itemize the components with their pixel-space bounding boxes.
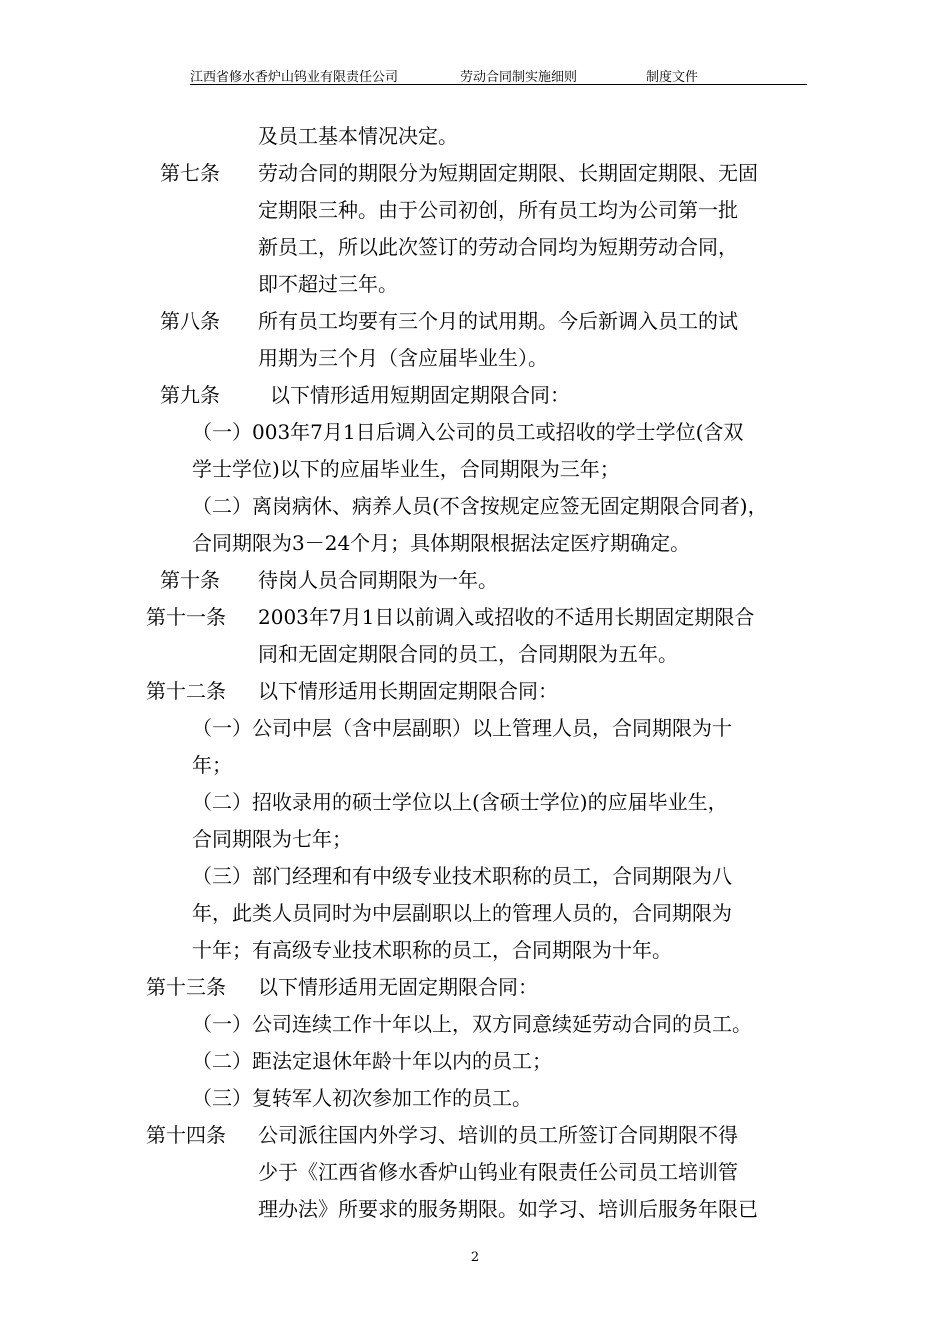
clause-line: （二）距法定退休年龄十年以内的员工；: [192, 1049, 552, 1073]
text-line: 合同期限为七年；: [192, 827, 352, 851]
text-line: 年，此类人员同时为中层副职以上的管理人员的，合同期限为: [192, 901, 732, 925]
text-line: 少于《江西省修水香炉山钨业有限责任公司员工培训管: [258, 1160, 738, 1184]
clause-line: （一）003年7月1日后调入公司的员工或招收的学士学位(含双: [192, 420, 744, 444]
text-line: 定期限三种。由于公司初创，所有员工均为公司第一批: [258, 198, 738, 222]
page-number: 2: [470, 1250, 480, 1265]
header-doc-title: 劳动合同制实施细则: [460, 70, 578, 85]
clause-line: （二）招收录用的硕士学位以上(含硕士学位)的应届毕业生，: [192, 790, 728, 814]
text-line: 劳动合同的期限分为短期固定期限、长期固定期限、无固: [258, 161, 758, 185]
header-company: 江西省修水香炉山钨业有限责任公司: [190, 70, 399, 85]
article-label: 第八条: [160, 309, 220, 333]
text-line: 同和无固定期限合同的员工，合同期限为五年。: [258, 642, 678, 666]
page-header: [190, 66, 807, 85]
text-line: 公司派往国内外学习、培训的员工所签订合同期限不得: [258, 1123, 738, 1147]
text-line: 理办法》所要求的服务期限。如学习、培训后服务年限已: [258, 1197, 758, 1221]
clause-line: （一）公司中层（含中层副职）以上管理人员，合同期限为十: [192, 716, 732, 740]
clause-line: （三）复转军人初次参加工作的员工。: [192, 1086, 532, 1110]
clause-line: （三）部门经理和有中级专业技术职称的员工，合同期限为八: [192, 864, 732, 888]
text-line: 2003年7月1日以前调入或招收的不适用长期固定期限合: [258, 605, 755, 629]
article-label: 第十一条: [146, 605, 226, 629]
text-line: 合同期限为3－24个月；具体期限根据法定医疗期确定。: [192, 531, 691, 555]
text-line: 待岗人员合同期限为一年。: [258, 568, 498, 592]
text-line: 及员工基本情况决定。: [258, 124, 458, 148]
article-label: 第九条: [160, 383, 220, 407]
header-doc-type: 制度文件: [646, 70, 699, 85]
text-line: 以下情形适用无固定期限合同：: [258, 975, 538, 999]
article-label: 第七条: [160, 161, 220, 185]
article-label: 第十条: [160, 568, 220, 592]
text-line: 即不超过三年。: [258, 272, 398, 296]
text-line: 学士学位)以下的应届毕业生，合同期限为三年；: [192, 457, 620, 481]
text-line: 以下情形适用短期固定期限合同：: [270, 383, 570, 407]
clause-line: （一）公司连续工作十年以上，双方同意续延劳动合同的员工。: [192, 1012, 752, 1036]
text-line: 以下情形适用长期固定期限合同：: [258, 679, 558, 703]
article-label: 第十二条: [146, 679, 226, 703]
text-line: 用期为三个月（含应届毕业生）。: [258, 346, 548, 370]
article-label: 第十四条: [146, 1123, 226, 1147]
clause-line: （二）离岗病休、病养人员(不含按规定应签无固定期限合同者)，: [192, 494, 768, 518]
article-label: 第十三条: [146, 975, 226, 999]
text-line: 新员工，所以此次签订的劳动合同均为短期劳动合同，: [258, 235, 738, 259]
text-line: 所有员工均要有三个月的试用期。今后新调入员工的试: [258, 309, 738, 333]
text-line: 年；: [192, 753, 232, 777]
text-line: 十年；有高级专业技术职称的员工，合同期限为十年。: [192, 938, 672, 962]
